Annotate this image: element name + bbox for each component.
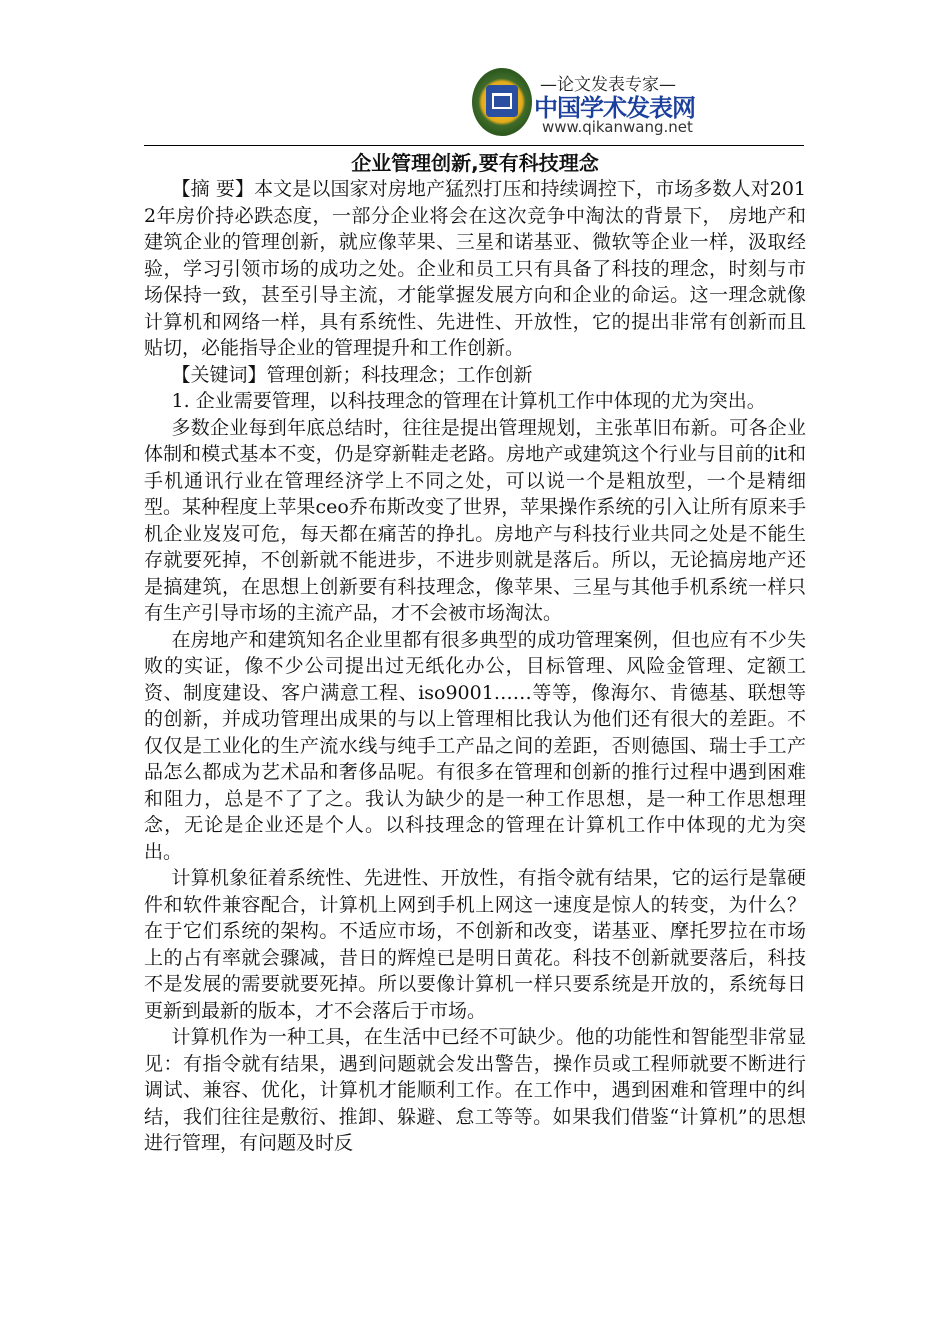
header-divider	[144, 145, 804, 146]
page-title: 企业管理创新,要有科技理念	[351, 151, 599, 175]
paragraph-4: 计算机作为一种工具，在生活中已经不可缺少。他的功能性和智能型非常显见：有指令就有结果，遇到问题就会发出警告，操作员或工程师就要不断进行调试、兼容、优化，计算机才能顺利工作。在工作中，遇到困难和管理中的纠结，我们往往是敷衍、推卸、躲避、怠工等等。如果我们借鉴“计算机”的思想进行管理，有问题及时反	[144, 1026, 806, 1154]
abstract: 【摘 要】本文是以国家对房地产猛烈打压和持续调控下，市场多数人对2012年房价持必跌态度，一部分企业将会在这次竞争中淘汰的背景下， 房地产和建筑企业的管理创新，就应像苹果、三星和诺基亚、微软等企业一样，汲取经验，学习引领市场的成功之处。企业和员工只有具备了科技的理念，时刻与市场保持一致，甚至引导主流，才能掌握发展方向和企业的命运。这一理念就像计算机和网络一样，具有系统性、先进性、开放性，它的提出非常有创新而且贴切，必能指导企业的管理提升和工作创新。	[144, 178, 806, 359]
paragraph-2: 在房地产和建筑知名企业里都有很多典型的成功管理案例，但也应有不少失败的实证，像不少公司提出过无纸化办公，目标管理、风险金管理、定额工资、制度建设、客户满意工程、iso9001……等等，像海尔、肯德基、联想等的创新，并成功管理出成果的与以上管理相比我认为他们还有很大的差距。不仅仅是工业化的生产流水线与纯手工产品之间的差距，否则德国、瑞士手工产品怎么都成为艺术品和奢侈品呢。有很多在管理和创新的推行过程中遇到困难和阻力，总是不了了之。我认为缺少的是一种工作思想，是一种工作思想理念，无论是企业还是个人。以科技理念的管理在计算机工作中体现的尤为突出。	[144, 628, 806, 863]
site-logo	[468, 66, 700, 140]
paragraph-3: 计算机象征着系统性、先进性、开放性，有指令就有结果，它的运行是靠硬件和软件兼容配合，计算机上网到手机上网这一速度是惊人的转变，为什么？在于它们系统的架构。不适应市场，不创新和改变，诺基亚、摩托罗拉在市场上的占有率就会骤减，昔日的辉煌已是明日黄花。科技不创新就要落后，科技不是发展的需要就要死掉。所以要像计算机一样只要系统是开放的，系统每日更新到最新的版本，才不会落后于市场。	[144, 867, 806, 1022]
article-body	[144, 176, 806, 1157]
section-heading-1: 1. 企业需要管理，以科技理念的管理在计算机工作中体现的尤为突出。	[171, 390, 766, 412]
logo-tagline: —论文发表专家—	[540, 75, 676, 95]
qikanwang-seal-icon	[472, 68, 532, 136]
paragraph-1: 多数企业每到年底总结时，往往是提出管理规划，主张革旧布新。可各企业体制和模式基本不变，仍是穿新鞋走老路。房地产或建筑这个行业与目前的it和手机通讯行业在管理经济学上不同之处，可以说一个是粗放型，一个是精细型。某种程度上苹果ceo乔布斯改变了世界，苹果操作系统的引入让所有原来手机企业岌岌可危，每天都在痛苦的挣扎。房地产与科技行业共同之处是不能生存就要死掉，不创新就不能进步，不进步则就是落后。所以，无论搞房地产还是搞建筑，在思想上创新要有科技理念，像苹果、三星与其他手机系统一样只有生产引导市场的主流产品，才不会被市场淘汰。	[144, 416, 806, 624]
logo-name: 中国学术发表网	[534, 94, 695, 122]
keywords: 【关键词】管理创新；科技理念；工作创新	[171, 363, 533, 386]
logo-url: www.qikanwang.net	[542, 118, 693, 136]
